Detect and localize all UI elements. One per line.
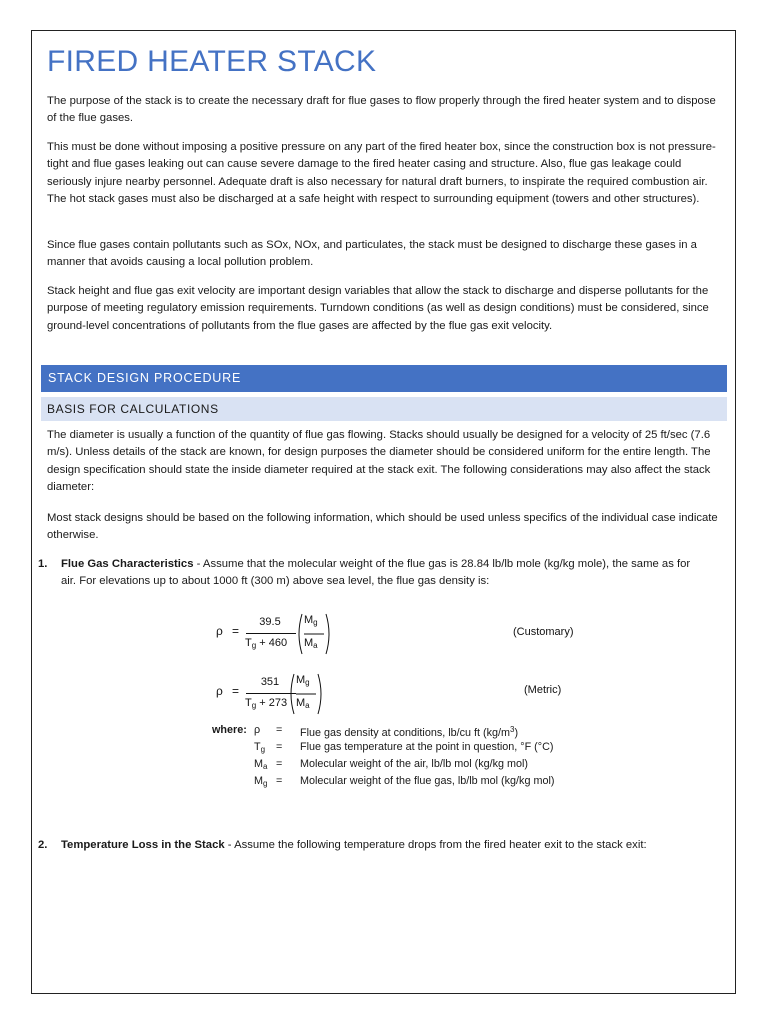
formula-denominator: $T_g + 460$ [245, 637, 288, 650]
definition-symbol: $T_g$ [254, 741, 266, 754]
list-item-flue-gas [38, 556, 693, 591]
rho-symbol: ρ [216, 624, 223, 638]
basis-paragraph-2: Most stack designs should be based on the following information, which should be used unless specifics of the individual case indicate otherwise. [47, 512, 718, 542]
formula-definitions [212, 723, 554, 791]
where-label: where: [212, 724, 247, 736]
intro-paragraph-3: Since flue gases contain pollutants such as SOx, NOx, and particulates, the stack must be designed to discharge these gases in a manner that avoids causing a local pollution problem. [47, 239, 697, 269]
intro-paragraph-1: The purpose of the stack is to create the necessary draft for flue gases to flow properly through the fired heater system and to dispose of the flue gases. [47, 95, 716, 125]
definition-row [212, 757, 554, 774]
intro-paragraph-2: This must be done without imposing a positive pressure on any part of the fired heater box, since the construction box is not pressure-tight and flue gases leaking out can cause severe damage to the fired heater casing and structure. Also, flue gas leakage could seriously injure nearby personnel. Adequate draft is also necessary for natural draft burners, to inspirate the required combustion air. The hot stack gases must also be discharged at a safe height with respect to surrounding equipment (towers and other structures). [47, 141, 716, 205]
definition-equals: = [276, 758, 283, 770]
metric-label: (Metric) [524, 684, 562, 696]
page-title: FIRED HEATER STACK [47, 45, 377, 78]
definition-equals: = [276, 741, 283, 753]
definition-text: Flue gas density at conditions, lb/cu ft $(kg/m^3)$ [300, 725, 519, 739]
list-number: 2. [38, 839, 48, 851]
list-heading: Flue Gas Characteristics [61, 558, 194, 570]
definition-symbol: $M_a$ [254, 758, 268, 771]
ratio-denominator: $M_a$ [304, 637, 318, 650]
list-number: 1. [38, 558, 48, 570]
formula-customary [210, 610, 590, 660]
section-heading-stack-design: STACK DESIGN PROCEDURE [41, 365, 727, 392]
list-text: - Assume that the molecular weight of the flue gas is 28.84 lb/lb mole (kg/kg mole), the same as for air. For elevations up to about 1000 ft (300 m) above sea level, the flue gas density is: [61, 558, 691, 588]
intro-paragraph-4: Stack height and flue gas exit velocity are important design variables that allow the stack to discharge and disperse pollutants for the purpose of meeting regulatory emission requirements. Turndown conditions (as well as design conditions) must be considered, since ground-level concentrations of pollutants from the flue gases are affected by the flue gas exit velocity. [47, 285, 709, 332]
rho-symbol: ρ [216, 684, 223, 698]
equals-sign: = [232, 684, 240, 698]
definition-text: Molecular weight of the flue gas, lb/lb mol (kg/kg mol) [300, 775, 555, 787]
definition-text: Flue gas temperature at the point in question, °F (°C) [300, 741, 554, 753]
list-heading: Temperature Loss in the Stack [61, 839, 225, 851]
definition-equals: = [276, 775, 283, 787]
formula-denominator: $T_g + 273$ [245, 697, 288, 710]
subsection-heading-basis: BASIS FOR CALCULATIONS [41, 397, 727, 421]
list-text: - Assume the following temperature drops from the fired heater exit to the stack exit: [224, 839, 647, 851]
formula-numerator: 39.5 [259, 616, 281, 628]
list-item-temperature-loss [38, 837, 693, 854]
definition-symbol: $M_g$ [254, 775, 268, 788]
definition-symbol: ρ [254, 724, 261, 736]
definition-equals: = [276, 724, 283, 736]
ratio-denominator: $M_a$ [296, 697, 310, 710]
formula-metric [210, 668, 590, 718]
definition-row [212, 723, 554, 740]
customary-label: (Customary) [513, 626, 574, 638]
fraction-bar [246, 633, 296, 634]
ratio-numerator: $M_g$ [304, 614, 318, 627]
definition-row [212, 774, 554, 791]
equals-sign: = [232, 624, 240, 638]
basis-paragraph-1: The diameter is usually a function of the quantity of flue gas flowing. Stacks should usually be designed for a velocity of 25 ft/sec (7.6 m/s). Unless details of the stack are known, for design purposes the diameter should be considered uniform for the entire length. The design specification should state the inside diameter required at the stack exit. The following considerations may also affect the stack diameter: [47, 429, 711, 493]
definition-row [212, 740, 554, 757]
definition-text: Molecular weight of the air, lb/lb mol (kg/kg mol) [300, 758, 529, 770]
ratio-numerator: $M_g$ [296, 674, 310, 687]
formula-numerator: 351 [260, 676, 280, 688]
